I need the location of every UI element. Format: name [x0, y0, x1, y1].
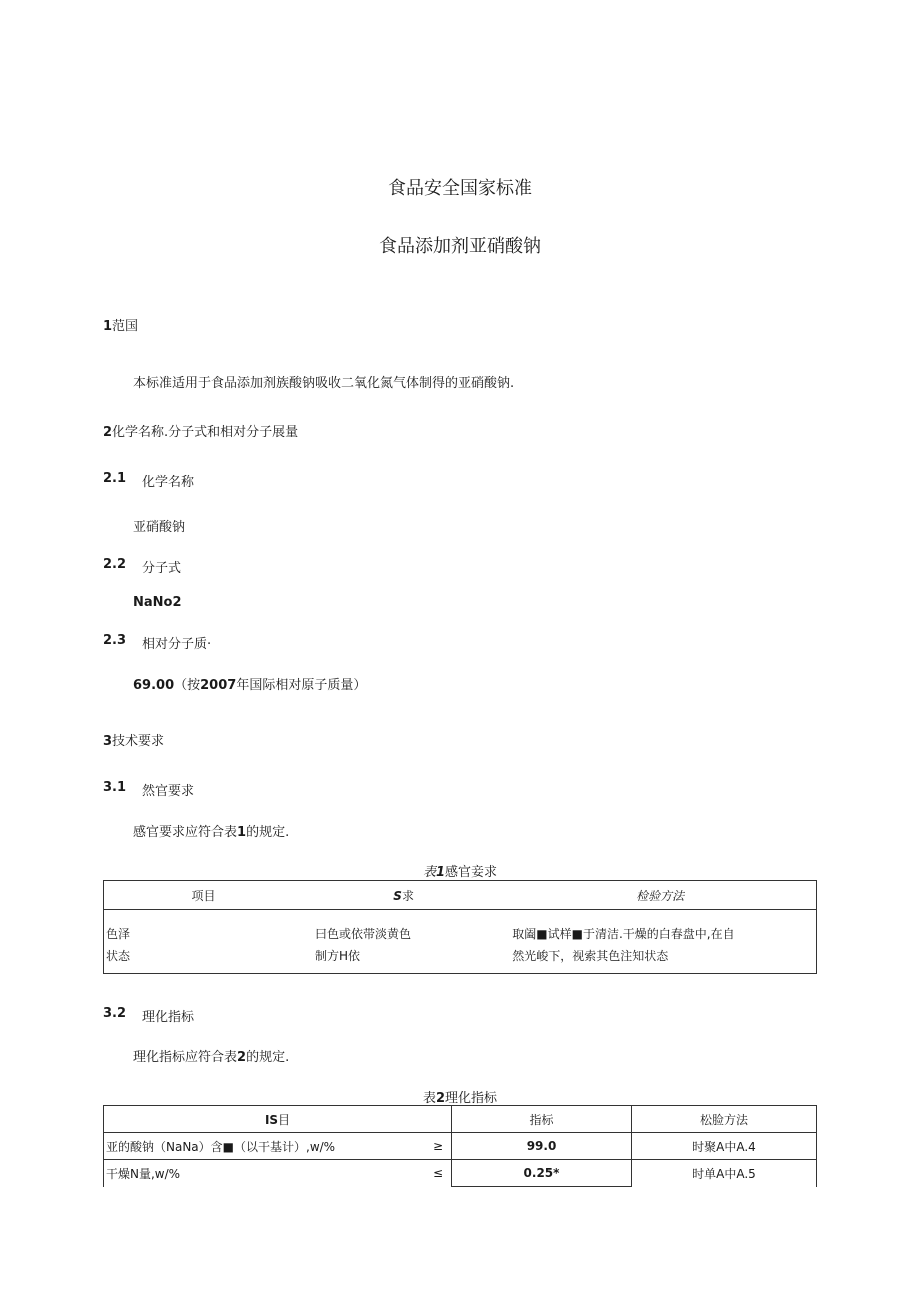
section-2-1-value: 亚硝酸钠: [133, 520, 186, 535]
table-row: [104, 910, 817, 945]
table-row: [104, 1133, 817, 1160]
table-2-cell-value: 99.0: [452, 1133, 632, 1160]
molar-mass-year: 2007: [200, 678, 237, 693]
table-1-caption-a: 表: [422, 865, 436, 880]
section-3-2-body-a: 理化指标应符合表: [133, 1050, 238, 1065]
section-1-heading: [103, 315, 138, 334]
section-2-2-title: 分子式: [142, 561, 182, 576]
table-1-cell-requirement: 制方H依: [314, 949, 361, 963]
section-2-heading: [103, 421, 298, 440]
section-3-2-number: 3.2: [103, 1006, 127, 1021]
table-2-cell-value: 0.25*: [452, 1160, 632, 1187]
table-1-header-req: 求: [401, 888, 414, 903]
section-3-2-body-b: 的规定.: [246, 1050, 290, 1065]
section-2-3-title: 相对分子质·: [142, 637, 212, 652]
section-2-3-value: [133, 674, 366, 693]
table-1-cell-method: 取阖■试样■于清洁.干燥的白春盘中,在自: [512, 927, 735, 941]
section-3-1-body: [133, 821, 289, 840]
table-1-cell-item: 色泽: [106, 927, 131, 941]
table-1-caption-num: 1: [435, 865, 446, 880]
table-1-cell-item: 状态: [106, 949, 131, 963]
table-row: [104, 944, 817, 974]
section-3-heading: [103, 730, 164, 749]
table-2-caption: [0, 1087, 920, 1106]
section-1-body: 本标准适用于食品添加剂族酸钠吸收二氧化氮气体制得的亚硝酸钠.: [133, 376, 515, 391]
document-title: 食品安全国家标准: [388, 178, 532, 199]
table-2-header-index: 指标: [452, 1106, 632, 1133]
section-3-number: 3: [103, 734, 113, 749]
table-2-cell-symbol: ≤: [421, 1160, 452, 1187]
table-1-header-method: 检验方法: [504, 881, 816, 910]
table-2-cell-symbol: ≥: [421, 1133, 452, 1160]
molar-mass: 69.00: [133, 678, 175, 693]
table-2-caption-num: 2: [435, 1091, 446, 1106]
table-2-caption-b: 理化指标: [445, 1091, 498, 1106]
section-1-number: 1: [103, 319, 113, 334]
section-2-2-value: NaNo2: [133, 595, 182, 610]
table-2-cell-method: 时单A中A.5: [632, 1160, 817, 1187]
molar-mass-note-a: （按: [174, 678, 201, 693]
table-2-cell-method: 时聚A中A.4: [632, 1133, 817, 1160]
table-2-caption-a: 表: [422, 1091, 436, 1106]
section-3-2-body: [133, 1046, 289, 1065]
table-1-header-requirement: [303, 881, 504, 910]
table-1-header-item: 项目: [104, 881, 303, 910]
table-1: [103, 880, 817, 974]
section-2-title: 化学名称.分子式和相对分子展量: [112, 425, 299, 440]
table-2-header-item: [104, 1106, 452, 1133]
section-2-3-number: 2.3: [103, 633, 127, 648]
section-3-2-table-ref: 2: [237, 1050, 247, 1065]
table-1-header-row: [104, 881, 817, 910]
table-2-cell-item: 干燥N量,w/%: [104, 1160, 422, 1187]
section-2-2-number: 2.2: [103, 557, 127, 572]
molar-mass-note-b: 年国际相对原子质量）: [236, 678, 367, 693]
table-2-header-method: 松脸方法: [632, 1106, 817, 1133]
section-2-1-title: 化学名称: [142, 475, 195, 490]
section-1-title: 范国: [112, 319, 139, 334]
table-2-header-item-is: IS: [264, 1112, 279, 1127]
table-1-caption-b: 感官妾求: [445, 865, 498, 880]
table-2: [103, 1105, 817, 1187]
section-3-1-body-a: 感官要求应符合表: [133, 825, 238, 840]
section-2-1-number: 2.1: [103, 471, 127, 486]
section-3-1-number: 3.1: [103, 780, 127, 795]
table-row: [104, 1160, 817, 1187]
table-2-cell-item: 亚的酸钠（NaNa）含■（以干基计）,w/%: [104, 1133, 422, 1160]
table-1-cell-requirement: 曰色或依带淡黄色: [314, 927, 411, 941]
section-3-1-body-b: 的规定.: [246, 825, 290, 840]
table-1-cell-method: 然光峻下，视索其色注知状态: [512, 949, 669, 963]
table-1-header-req-s: S: [393, 888, 402, 903]
document-subtitle: 食品添加剂亚硝酸钠: [379, 236, 541, 257]
table-1-caption: [0, 861, 920, 880]
table-2-header-item-text: 目: [278, 1112, 291, 1127]
section-3-1-title: 然官要求: [142, 784, 195, 799]
section-3-title: 技术要求: [112, 734, 165, 749]
section-3-1-table-ref: 1: [237, 825, 247, 840]
section-2-number: 2: [103, 425, 113, 440]
table-2-header-row: [104, 1106, 817, 1133]
section-3-2-title: 理化指标: [142, 1010, 195, 1025]
